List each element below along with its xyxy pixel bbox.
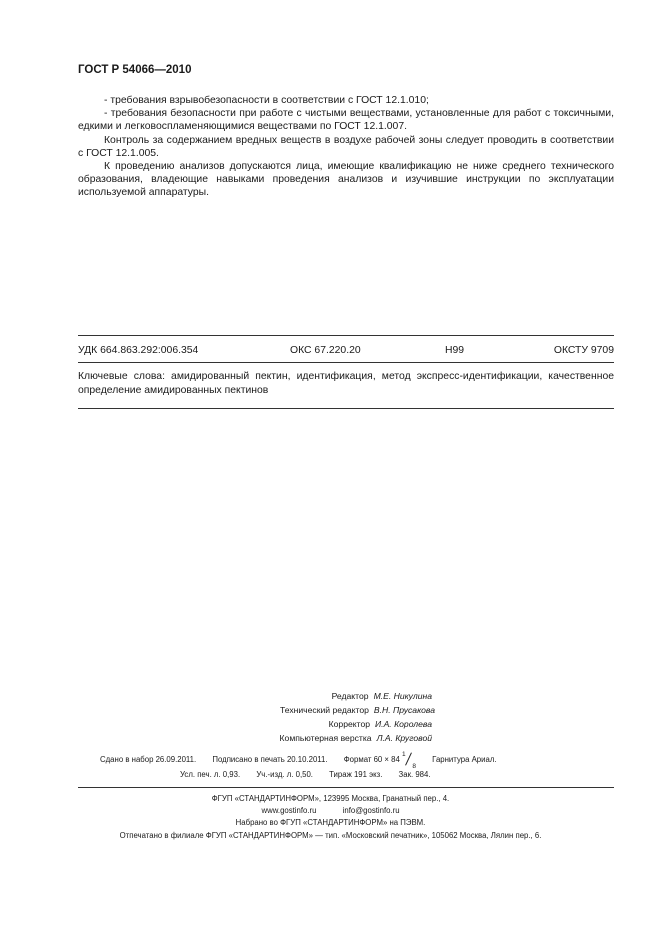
- publisher-address: ФГУП «СТАНДАРТИНФОРМ», 123995 Москва, Гранатный пер., 4.: [211, 794, 450, 803]
- udk-code: УДК 664.863.292:006.354: [78, 345, 199, 356]
- circulation: Тираж 191 экз.: [329, 770, 383, 779]
- credit-editor: Редактор М.Е. Никулина: [331, 691, 432, 701]
- keywords: Ключевые слова: амидированный пектин, идентификация, метод экспресс-идентификации, качественное определение амидированных пектинов: [78, 371, 614, 396]
- paragraph: К проведению анализов допускаются лица, имеющие квалификацию не ниже среднего технического образования, владеющие навыками проведения анализов и изучившие инструкции по эксплуатации используемой аппаратуры.: [78, 161, 614, 199]
- signed-date: Подписано в печать 20.10.2011.: [212, 755, 328, 765]
- publisher-contacts: [0, 805, 661, 817]
- credit-corrector: Корректор И.А. Королева: [328, 719, 432, 729]
- divider: [78, 335, 614, 336]
- publisher-sheets: Уч.-изд. л. 0,50.: [256, 770, 313, 779]
- print-info-line-2: [180, 770, 445, 779]
- typeface: Гарнитура Ариал.: [432, 755, 497, 765]
- paragraph: - требования взрывобезопасности в соответствии с ГОСТ 12.1.010;: [104, 95, 429, 106]
- group-code: Н99: [445, 345, 465, 356]
- publisher-footer: [0, 793, 661, 842]
- typeset-info: Набрано во ФГУП «СТАНДАРТИНФОРМ» на ПЭВМ.: [235, 818, 426, 828]
- credit-tech-editor: Технический редактор В.Н. Прусакова: [279, 705, 435, 715]
- divider: [78, 787, 614, 788]
- order-number: Зак. 984.: [398, 770, 431, 779]
- document-header: ГОСТ Р 54066—2010: [78, 64, 192, 76]
- printed-info: Отпечатано в филиале ФГУП «СТАНДАРТИНФОРМ» — тип. «Московский печатник», 105062 Москва, Лялин пер., 6.: [119, 830, 542, 840]
- paragraph: - требования безопасности при работе с чистыми веществами, установленные для работ с токсичными, едкими и легковоспламеняющимися веществами по ГОСТ 12.1.007.: [78, 108, 614, 133]
- email-link[interactable]: info@gostinfo.ru: [342, 806, 400, 816]
- submitted-date: Сдано в набор 26.09.2011.: [100, 755, 197, 765]
- credit-layout: Компьютерная верстка Л.А. Круговой: [279, 733, 432, 743]
- oks-code: ОКС 67.220.20: [290, 345, 361, 356]
- divider: [78, 362, 614, 363]
- website-link[interactable]: www.gostinfo.ru: [261, 806, 317, 816]
- divider: [78, 408, 614, 409]
- print-sheets: Усл. печ. л. 0,93.: [180, 770, 241, 779]
- paper-format: Формат 60 × 84 1 8: [343, 751, 416, 770]
- print-info-line-1: [100, 751, 511, 770]
- okstu-code: ОКСТУ 9709: [553, 345, 614, 356]
- body-text: [78, 94, 614, 200]
- format-fraction: 1 8: [402, 751, 416, 770]
- paragraph: Контроль за содержанием вредных веществ в воздухе рабочей зоны следует проводить в соответствии с ГОСТ 12.1.005.: [78, 134, 614, 159]
